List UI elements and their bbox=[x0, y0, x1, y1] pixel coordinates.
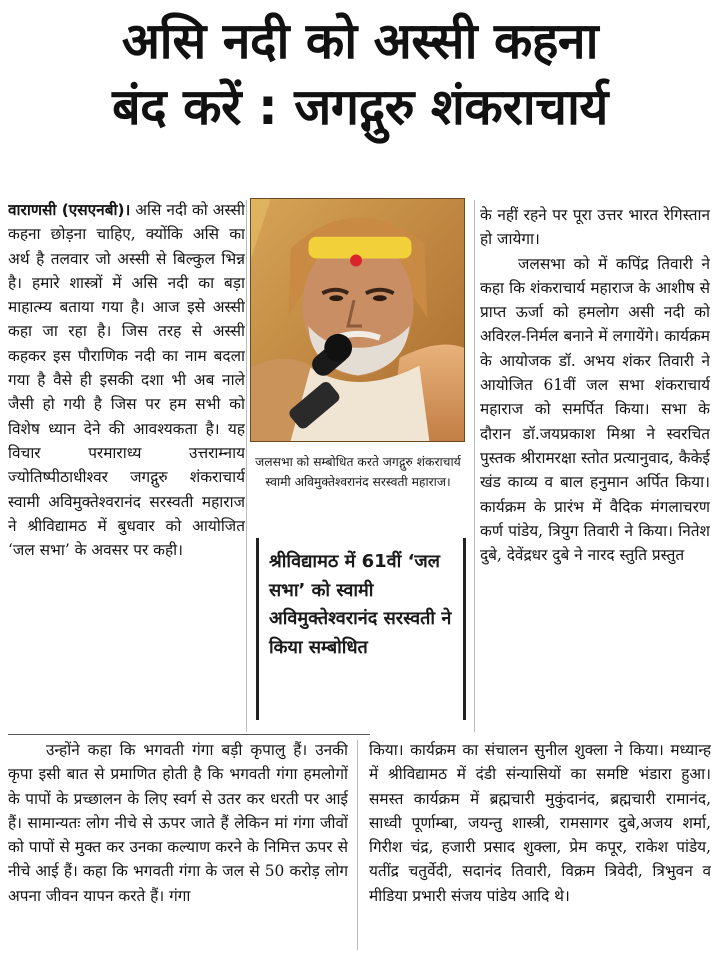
article-column-bottom-left bbox=[8, 738, 348, 950]
headline-line-2: बंद करें : जगद्गुरु शंकराचार्य bbox=[112, 78, 608, 136]
photo-caption: जलसभा को सम्बोधित करते जगद्गुरु शंकराचार्य स्वामी अविमुक्तेश्वरानंद सरस्वती महाराज। bbox=[255, 455, 461, 489]
column-divider bbox=[474, 200, 475, 732]
article-column-left bbox=[8, 198, 245, 732]
article-paragraph: उन्होंने कहा कि भगवती गंगा बड़ी कृपालु हैं। उनकी कृपा इसी बात से प्रमाणित होती है कि भगवती गंगा हमलोगों के पापों के प्रच्छालन के लिए स्वर्ग से उतर कर धरती पर आई हैं। सामान्यतः लोग नीचे से ऊपर जाते हैं लेकिन मां गंगा जीवों को पापों से मुक्त कर उनका कल्याण करने के निमित्त ऊपर से नीचे आई हैं। कहा कि भगवती गंगा के जल से 50 करोड़ लोग अपना जीवन यापन करते हैं। गंगा bbox=[8, 741, 348, 905]
article-paragraph: किया। कार्यक्रम का संचालन सुनील शुक्ला ने किया। मध्यान्ह में श्रीविद्यामठ में दंडी संन्यासियों का समष्टि भंडारा हुआ। समस्त कार्यक्रम में ब्रह्मचारी मुकुंदानंद, ब्रह्मचारी रामानंद, साध्वी पूर्णाम्बा, जयन्तु शास्त्री, रामसागर दुबे,अजय शर्मा, गिरीश चंद्र, हजारी प्रसाद शुक्ला, प्रेम कपूर, राकेश पांडेय, यतींद्र चतुर्वेदी, सदानंद तिवारी, विक्रम त्रिवेदी, त्रिभुवन व मीडिया प्रभारी संजय पांडेय आदि थे। bbox=[369, 741, 711, 905]
article-column-bottom-right bbox=[369, 738, 711, 950]
pull-quote bbox=[256, 538, 466, 720]
article-paragraph: जलसभा को में कपिंद्र तिवारी ने कहा कि शंकराचार्य महाराज के आशीष से प्राप्त ऊर्जा को हमलोग असी नदी को अविरल-निर्मल बनाने में लगायेंगे। कार्यक्रम के आयोजक डॉ. अभय शंकर तिवारी ने आयोजित 61वीं जल सभा शंकराचार्य महाराज को समर्पित किया। सभा के दौरान डॉ.जयप्रकाश मिश्रा ने स्वरचित पुस्तक श्रीरामरक्षा स्तोत प्रत्यानुवाद, कैकेई खंड काव्य व बाल हनुमान अर्पित किया। कार्यक्रम के प्रारंभ में वैदिक मंगलाचरण कर्ण पांडेय, त्रियुग तिवारी ने किया। नितेश दुबे, देवेंद्रधर दुबे ने नारद स्तुति प्रस्तुत bbox=[480, 254, 710, 565]
pull-quote-text: श्रीविद्यामठ में 61वीं ‘जल सभा’ को स्वामी अविमुक्तेश्वरानंद सरस्वती ने किया सम्बोधित bbox=[269, 551, 452, 658]
column-divider bbox=[246, 200, 247, 732]
dateline: वाराणसी (एसएनबी)। bbox=[8, 201, 131, 219]
article-text-intro: असि नदी को अस्सी कहना छोड़ना चाहिए, क्योंकि असि का अर्थ है तलवार जो अस्सी से बिल्कुल भिन्न है। हमारे शास्त्रों में असि नदी का बड़ा माहात्म्य बताया गया है। आज इसे अस्सी कहा जा रहा है। जिस तरह से अस्सी कहकर इस पौराणिक नदी का नाम बदला गया है वैसे ही इसकी दशा भी अब नाले जैसी हो गयी है जिस पर हम सभी को विशेष ध्यान देने की आवश्यकता है। यह विचार परमाराध्य उत्तराम्नाय ज्योतिष्पीठाधीश्वर जगद्गुरु शंकराचार्य स्वामी अविमुक्तेश्वरानंद सरस्वती महाराज ने श्रीविद्यामठ में बुधवार को आयोजित ‘जल सभा’ के अवसर पर कही। bbox=[8, 201, 245, 560]
column-divider bbox=[357, 740, 358, 950]
article-column-right bbox=[480, 203, 710, 735]
headline-line-1: असि नदी को अस्सी कहना bbox=[121, 12, 599, 70]
article-paragraph: के नहीं रहने पर पूरा उत्तर भारत रेगिस्तान हो जायेगा। bbox=[480, 206, 710, 249]
headline bbox=[0, 8, 720, 140]
section-divider bbox=[8, 734, 370, 735]
speaker-photo bbox=[250, 198, 465, 442]
